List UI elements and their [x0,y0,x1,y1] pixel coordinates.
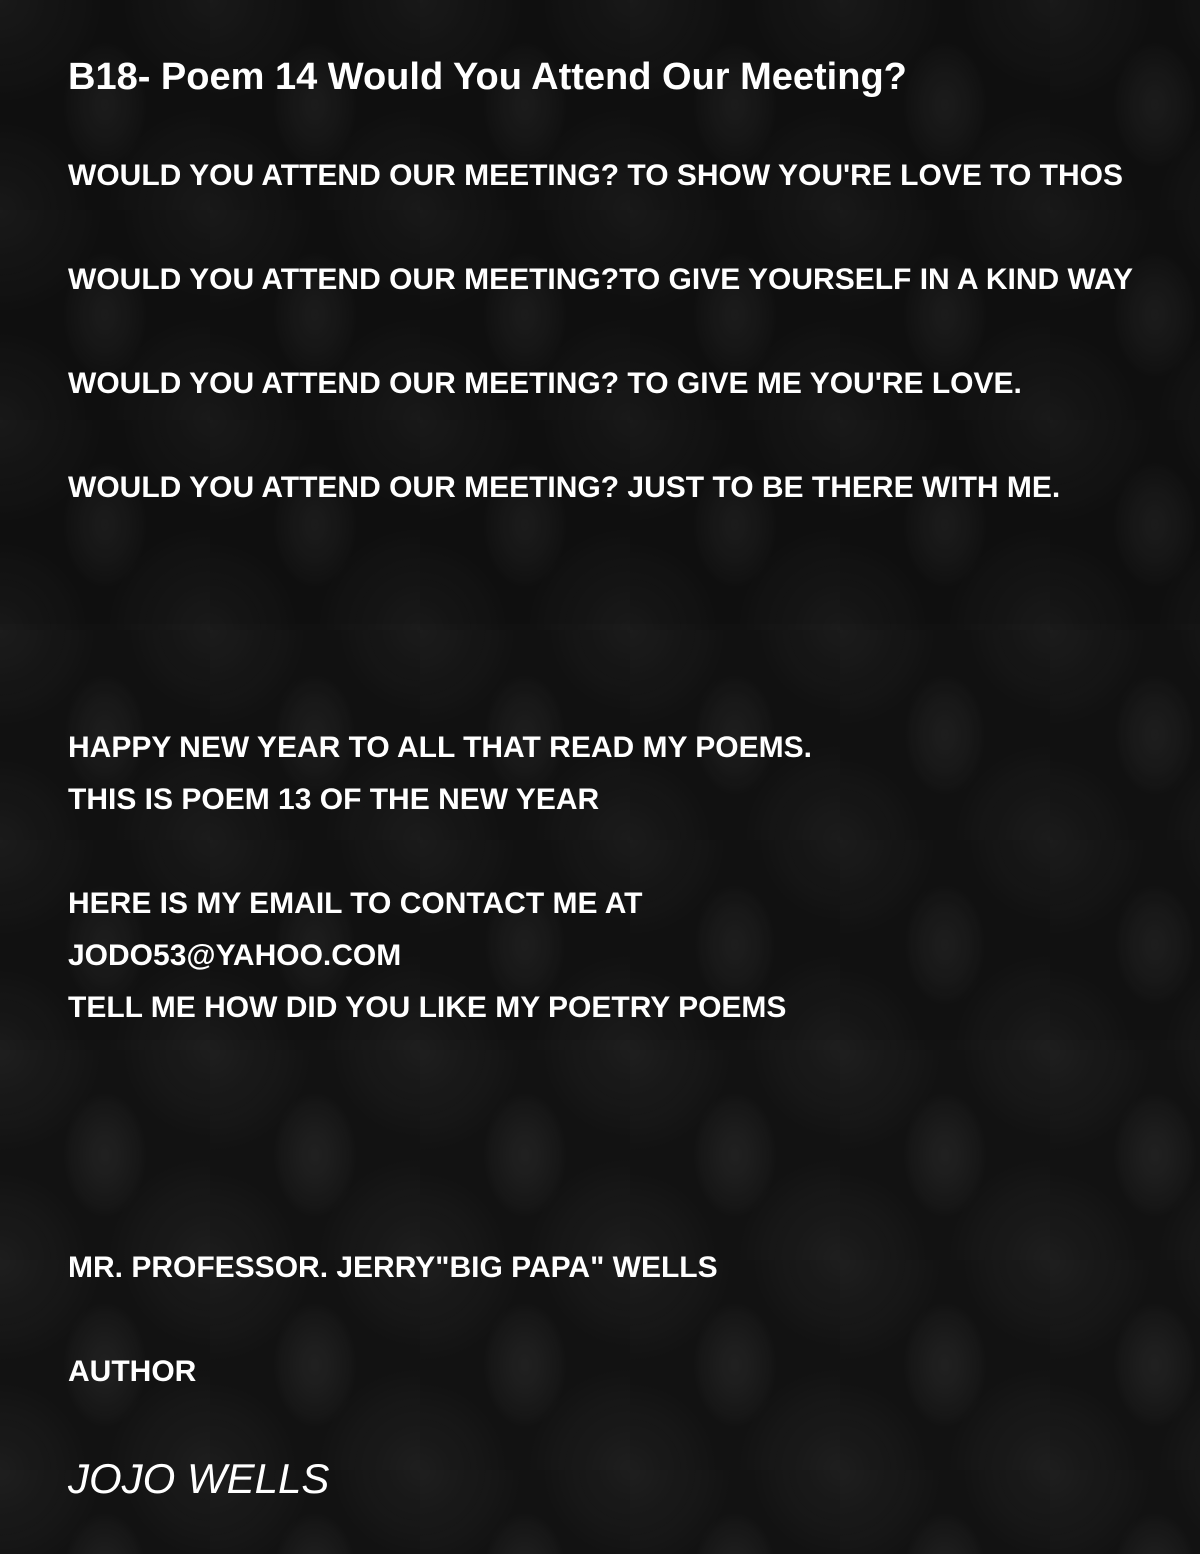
note-poem-number: THIS IS POEM 13 OF THE NEW YEAR [68,783,600,816]
note-feedback: TELL ME HOW DID YOU LIKE MY POETRY POEMS [68,991,787,1024]
note-new-year: HAPPY NEW YEAR TO ALL THAT READ MY POEMS. [68,731,812,764]
poem-line-2: WOULD YOU ATTEND OUR MEETING?TO GIVE YOURSELF IN A KIND WAY [68,263,1134,296]
poem-line-3: WOULD YOU ATTEND OUR MEETING? TO GIVE ME YOU'RE LOVE. [68,367,1022,400]
poem-title: B18- Poem 14 Would You Attend Our Meeting? [68,56,907,98]
author-signature: JOJO WELLS [68,1455,330,1502]
credit-name: MR. PROFESSOR. JERRY"BIG PAPA" WELLS [68,1251,718,1284]
poem-line-4: WOULD YOU ATTEND OUR MEETING? JUST TO BE THERE WITH ME. [68,471,1061,504]
note-email: JODO53@YAHOO.COM [68,939,402,972]
credit-role: AUTHOR [68,1355,197,1388]
note-contact: HERE IS MY EMAIL TO CONTACT ME AT [68,887,643,920]
background-band-middle [0,624,1200,1040]
poem-line-1: WOULD YOU ATTEND OUR MEETING? TO SHOW YOU'RE LOVE TO THOS [68,159,1123,192]
